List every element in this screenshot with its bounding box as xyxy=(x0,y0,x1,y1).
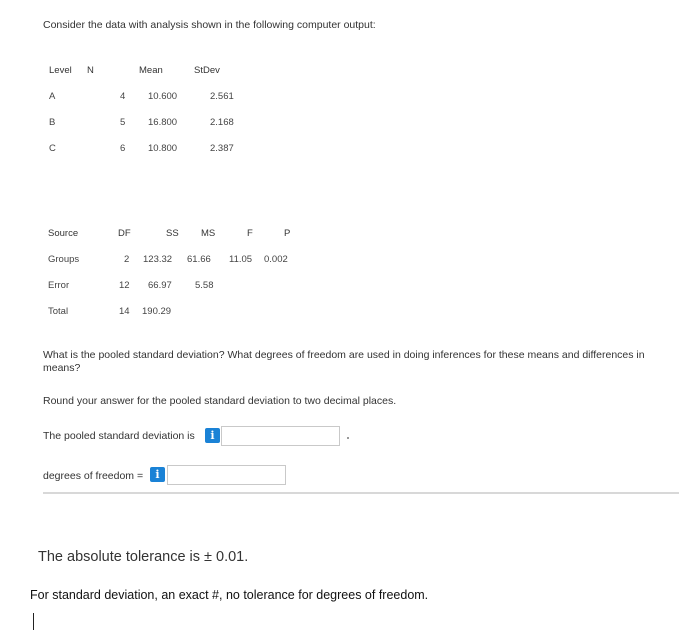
level-cell: A xyxy=(49,91,56,102)
note-text: For standard deviation, an exact #, no tolerance for degrees of freedom. xyxy=(30,588,429,602)
mean-cell: 10.600 xyxy=(148,91,178,102)
header-n: N xyxy=(87,65,94,76)
stdev-cell: 2.561 xyxy=(210,91,234,102)
header-ms: MS xyxy=(201,228,216,239)
header-p: P xyxy=(284,228,291,239)
source-cell: Groups xyxy=(48,254,80,265)
n-cell: 6 xyxy=(120,143,126,154)
dof-label[interactable] xyxy=(43,470,143,482)
df-cell: 12 xyxy=(119,280,130,291)
header-ss: SS xyxy=(166,228,179,239)
mean-cell: 16.800 xyxy=(148,117,178,128)
round-instruction: Round your answer for the pooled standard deviation to two decimal places. xyxy=(43,395,397,407)
ms-cell: 5.58 xyxy=(195,280,214,291)
f-cell: 11.05 xyxy=(229,254,253,265)
question-text: What is the pooled standard deviation? What degrees of freedom are used in doing inferences for these means and differences in means? xyxy=(43,349,645,374)
tolerance-text: The absolute tolerance is ± 0.01. xyxy=(38,549,249,565)
info-icon[interactable]: i xyxy=(150,467,165,482)
pooled-sd-input[interactable] xyxy=(221,426,340,446)
header-mean: Mean xyxy=(139,65,163,76)
intro-text: Consider the data with analysis shown in the following computer output: xyxy=(43,19,376,31)
header-stdev: StDev xyxy=(194,65,220,76)
n-cell: 5 xyxy=(120,117,126,128)
p-cell: 0.002 xyxy=(264,254,288,265)
level-cell: B xyxy=(49,117,56,128)
mean-cell: 10.800 xyxy=(148,143,178,154)
ss-cell: 123.32 xyxy=(143,254,173,265)
text-cursor xyxy=(33,613,34,630)
pooled-sd-label: The pooled standard deviation is xyxy=(43,430,195,442)
n-cell: 4 xyxy=(120,91,126,102)
level-cell: C xyxy=(49,143,56,154)
header-df: DF xyxy=(118,228,131,239)
stdev-cell: 2.168 xyxy=(210,117,234,128)
info-icon[interactable]: i xyxy=(205,428,220,443)
ms-cell: 61.66 xyxy=(187,254,211,265)
df-cell: 14 xyxy=(119,306,130,317)
header-level: Level xyxy=(49,65,72,76)
ss-cell: 66.97 xyxy=(148,280,172,291)
dof-label-text: degrees of freedom = xyxy=(43,470,144,482)
stdev-cell: 2.387 xyxy=(210,143,234,154)
source-cell: Error xyxy=(48,280,70,291)
header-f: F xyxy=(247,228,253,239)
dof-input[interactable] xyxy=(167,465,286,485)
divider xyxy=(43,492,679,494)
period-dot xyxy=(347,437,349,439)
header-source: Source xyxy=(48,228,79,239)
df-cell: 2 xyxy=(124,254,130,265)
ss-cell: 190.29 xyxy=(142,306,172,317)
source-cell: Total xyxy=(48,306,69,317)
